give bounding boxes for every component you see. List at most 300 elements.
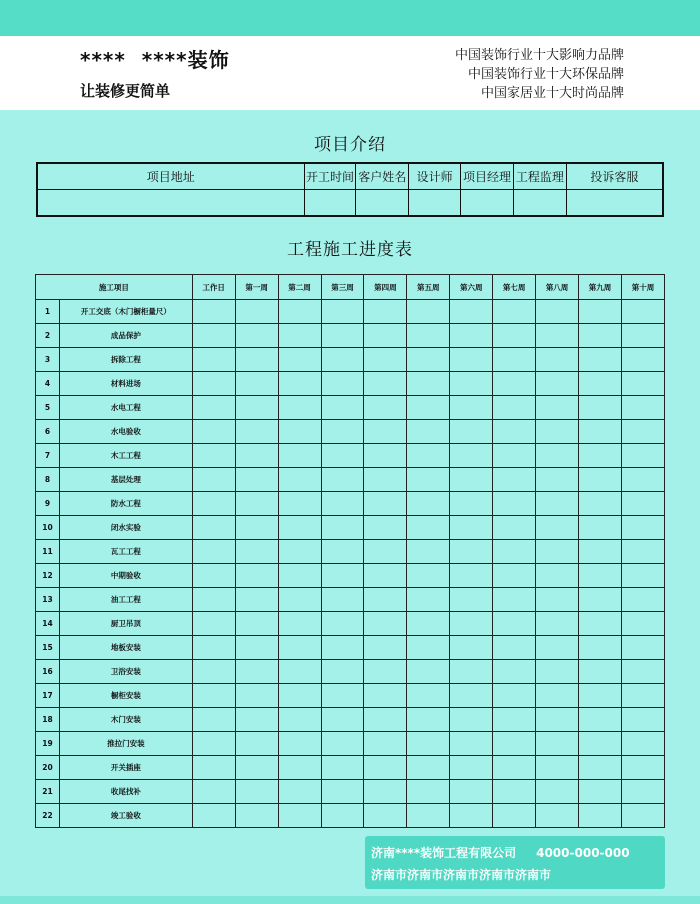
schedule-cell[interactable] [321,492,364,516]
schedule-cell[interactable] [364,492,407,516]
schedule-cell[interactable] [235,516,278,540]
schedule-cell[interactable] [364,372,407,396]
row-number: 1 [36,300,60,324]
schedule-cell[interactable] [321,612,364,636]
schedule-cell[interactable] [493,564,536,588]
schedule-cell[interactable] [450,396,493,420]
schedule-cell[interactable] [621,372,664,396]
schedule-cell[interactable] [621,612,664,636]
schedule-cell[interactable] [278,612,321,636]
schedule-cell[interactable] [407,516,450,540]
schedule-cell[interactable] [493,420,536,444]
schedule-cell[interactable] [407,660,450,684]
schedule-cell[interactable] [235,300,278,324]
progress-header-col: 第二周 [278,275,321,300]
schedule-cell[interactable] [536,684,579,708]
schedule-cell[interactable] [621,468,664,492]
row-number: 10 [36,516,60,540]
schedule-cell[interactable] [450,612,493,636]
schedule-cell[interactable] [493,780,536,804]
schedule-cell[interactable] [321,516,364,540]
schedule-cell[interactable] [407,444,450,468]
schedule-cell[interactable] [364,468,407,492]
schedule-cell[interactable] [579,300,622,324]
schedule-cell[interactable] [321,300,364,324]
schedule-cell[interactable] [493,636,536,660]
schedule-cell[interactable] [536,516,579,540]
schedule-cell[interactable] [579,660,622,684]
schedule-cell[interactable] [536,804,579,828]
schedule-cell[interactable] [192,612,235,636]
row-number: 5 [36,396,60,420]
schedule-cell[interactable] [536,660,579,684]
intro-cell[interactable] [513,189,566,216]
schedule-cell[interactable] [450,444,493,468]
schedule-cell[interactable] [450,588,493,612]
bottom-strip [0,896,700,904]
schedule-cell[interactable] [450,708,493,732]
row-number: 14 [36,612,60,636]
row-task-name: 厨卫吊顶 [59,612,192,636]
schedule-cell[interactable] [278,780,321,804]
schedule-cell[interactable] [278,468,321,492]
schedule-cell[interactable] [364,348,407,372]
schedule-cell[interactable] [278,540,321,564]
schedule-cell[interactable] [278,756,321,780]
schedule-cell[interactable] [321,636,364,660]
schedule-cell[interactable] [621,324,664,348]
table-row [36,372,665,396]
schedule-cell[interactable] [364,324,407,348]
schedule-cell[interactable] [493,516,536,540]
schedule-cell[interactable] [579,732,622,756]
schedule-cell[interactable] [407,348,450,372]
schedule-cell[interactable] [364,804,407,828]
schedule-cell[interactable] [321,660,364,684]
schedule-cell[interactable] [278,588,321,612]
schedule-cell[interactable] [407,588,450,612]
row-task-name: 木门安装 [59,708,192,732]
footer-contact-box [365,836,665,889]
schedule-cell[interactable] [192,588,235,612]
schedule-cell[interactable] [278,492,321,516]
row-task-name: 开关插座 [59,756,192,780]
row-number: 20 [36,756,60,780]
schedule-cell[interactable] [407,372,450,396]
row-number: 17 [36,684,60,708]
schedule-cell[interactable] [407,540,450,564]
schedule-cell[interactable] [235,372,278,396]
progress-header-col: 第七周 [493,275,536,300]
schedule-cell[interactable] [278,420,321,444]
intro-cell[interactable] [409,189,461,216]
schedule-cell[interactable] [278,396,321,420]
schedule-cell[interactable] [407,780,450,804]
schedule-cell[interactable] [192,396,235,420]
schedule-cell[interactable] [278,444,321,468]
schedule-cell[interactable] [450,492,493,516]
schedule-cell[interactable] [192,492,235,516]
table-row [36,348,665,372]
row-number: 2 [36,324,60,348]
schedule-cell[interactable] [321,732,364,756]
schedule-cell[interactable] [192,348,235,372]
schedule-cell[interactable] [192,636,235,660]
schedule-cell[interactable] [621,420,664,444]
schedule-cell[interactable] [321,420,364,444]
schedule-cell[interactable] [278,660,321,684]
schedule-cell[interactable] [192,564,235,588]
schedule-cell[interactable] [278,684,321,708]
row-task-name: 橱柜安装 [59,684,192,708]
schedule-cell[interactable] [364,612,407,636]
schedule-cell[interactable] [278,324,321,348]
schedule-cell[interactable] [364,588,407,612]
schedule-cell[interactable] [450,372,493,396]
schedule-cell[interactable] [321,444,364,468]
intro-header-start-date: 开工时间 [304,163,356,189]
row-task-name: 瓦工工程 [59,540,192,564]
schedule-cell[interactable] [235,348,278,372]
schedule-cell[interactable] [278,708,321,732]
schedule-cell[interactable] [364,732,407,756]
schedule-cell[interactable] [450,732,493,756]
schedule-cell[interactable] [321,396,364,420]
schedule-cell[interactable] [407,636,450,660]
schedule-cell[interactable] [407,420,450,444]
schedule-cell[interactable] [321,348,364,372]
schedule-cell[interactable] [278,516,321,540]
row-number: 6 [36,420,60,444]
schedule-cell[interactable] [450,684,493,708]
schedule-cell[interactable] [536,540,579,564]
row-number: 8 [36,468,60,492]
progress-title: 工程施工进度表 [287,240,413,260]
schedule-cell[interactable] [192,324,235,348]
schedule-cell[interactable] [235,564,278,588]
schedule-cell[interactable] [579,588,622,612]
schedule-cell[interactable] [536,564,579,588]
schedule-cell[interactable] [450,516,493,540]
schedule-cell[interactable] [321,756,364,780]
schedule-cell[interactable] [192,468,235,492]
schedule-cell[interactable] [621,708,664,732]
schedule-cell[interactable] [235,492,278,516]
schedule-cell[interactable] [407,492,450,516]
schedule-cell[interactable] [536,780,579,804]
schedule-cell[interactable] [536,468,579,492]
schedule-cell[interactable] [192,708,235,732]
row-number: 3 [36,348,60,372]
row-number: 4 [36,372,60,396]
schedule-cell[interactable] [621,756,664,780]
row-number: 9 [36,492,60,516]
schedule-cell[interactable] [192,804,235,828]
schedule-cell[interactable] [579,396,622,420]
schedule-cell[interactable] [407,756,450,780]
schedule-cell[interactable] [278,636,321,660]
schedule-cell[interactable] [192,516,235,540]
schedule-cell[interactable] [621,780,664,804]
schedule-cell[interactable] [536,612,579,636]
row-task-name: 油工工程 [59,588,192,612]
schedule-cell[interactable] [407,612,450,636]
schedule-cell[interactable] [321,588,364,612]
schedule-cell[interactable] [536,348,579,372]
schedule-cell[interactable] [235,324,278,348]
schedule-cell[interactable] [493,588,536,612]
row-task-name: 推拉门安装 [59,732,192,756]
schedule-cell[interactable] [621,396,664,420]
schedule-cell[interactable] [192,420,235,444]
schedule-cell[interactable] [450,300,493,324]
schedule-cell[interactable] [493,300,536,324]
schedule-cell[interactable] [192,540,235,564]
schedule-cell[interactable] [364,684,407,708]
schedule-cell[interactable] [621,588,664,612]
schedule-cell[interactable] [278,348,321,372]
schedule-cell[interactable] [621,636,664,660]
schedule-cell[interactable] [235,636,278,660]
schedule-cell[interactable] [493,324,536,348]
schedule-cell[interactable] [579,564,622,588]
schedule-cell[interactable] [450,636,493,660]
schedule-cell[interactable] [536,372,579,396]
schedule-cell[interactable] [235,804,278,828]
row-task-name: 中期验收 [59,564,192,588]
schedule-cell[interactable] [579,516,622,540]
schedule-cell[interactable] [579,804,622,828]
schedule-cell[interactable] [493,468,536,492]
slogan: 让装修更简单 [80,82,171,100]
schedule-cell[interactable] [235,684,278,708]
schedule-cell[interactable] [278,804,321,828]
schedule-cell[interactable] [536,732,579,756]
schedule-cell[interactable] [407,324,450,348]
schedule-cell[interactable] [493,540,536,564]
schedule-cell[interactable] [364,300,407,324]
schedule-cell[interactable] [450,420,493,444]
schedule-cell[interactable] [621,732,664,756]
schedule-cell[interactable] [192,780,235,804]
table-row [36,324,665,348]
schedule-cell[interactable] [407,396,450,420]
schedule-cell[interactable] [579,492,622,516]
schedule-cell[interactable] [579,540,622,564]
schedule-cell[interactable] [536,444,579,468]
schedule-cell[interactable] [579,756,622,780]
schedule-cell[interactable] [321,324,364,348]
row-task-name: 开工交底（木门橱柜量尺） [59,300,192,324]
schedule-cell[interactable] [493,492,536,516]
schedule-cell[interactable] [235,660,278,684]
company-name: 济南****装饰工程有限公司 [371,846,517,860]
schedule-cell[interactable] [536,636,579,660]
schedule-cell[interactable] [235,780,278,804]
schedule-cell[interactable] [364,708,407,732]
schedule-cell[interactable] [321,684,364,708]
schedule-cell[interactable] [364,756,407,780]
schedule-cell[interactable] [450,468,493,492]
row-task-name: 水电验收 [59,420,192,444]
schedule-cell[interactable] [407,684,450,708]
schedule-cell[interactable] [364,660,407,684]
intro-cell[interactable] [356,189,409,216]
schedule-cell[interactable] [536,324,579,348]
row-task-name: 木工工程 [59,444,192,468]
schedule-cell[interactable] [235,732,278,756]
schedule-cell[interactable] [450,324,493,348]
schedule-cell[interactable] [278,564,321,588]
schedule-cell[interactable] [364,636,407,660]
intro-cell[interactable] [566,189,663,216]
schedule-cell[interactable] [278,372,321,396]
schedule-cell[interactable] [364,540,407,564]
schedule-cell[interactable] [364,780,407,804]
schedule-cell[interactable] [364,516,407,540]
schedule-cell[interactable] [192,300,235,324]
schedule-cell[interactable] [579,780,622,804]
schedule-cell[interactable] [407,708,450,732]
schedule-cell[interactable] [407,564,450,588]
row-task-name: 防水工程 [59,492,192,516]
schedule-cell[interactable] [321,708,364,732]
schedule-cell[interactable] [364,564,407,588]
schedule-cell[interactable] [235,444,278,468]
schedule-cell[interactable] [364,396,407,420]
schedule-cell[interactable] [450,564,493,588]
schedule-cell[interactable] [364,420,407,444]
schedule-cell[interactable] [450,756,493,780]
schedule-cell[interactable] [579,468,622,492]
schedule-cell[interactable] [235,756,278,780]
schedule-cell[interactable] [321,540,364,564]
schedule-cell[interactable] [579,420,622,444]
award-line: 中国装饰行业十大影响力品牌 [454,48,624,63]
progress-header-col: 第四周 [364,275,407,300]
schedule-cell[interactable] [235,612,278,636]
schedule-cell[interactable] [579,684,622,708]
schedule-cell[interactable] [579,372,622,396]
schedule-cell[interactable] [364,444,407,468]
schedule-cell[interactable] [321,468,364,492]
schedule-cell[interactable] [450,804,493,828]
schedule-cell[interactable] [192,756,235,780]
table-row [36,492,665,516]
schedule-cell[interactable] [407,468,450,492]
schedule-cell[interactable] [192,372,235,396]
schedule-cell[interactable] [536,492,579,516]
schedule-cell[interactable] [493,444,536,468]
schedule-cell[interactable] [450,780,493,804]
schedule-cell[interactable] [321,780,364,804]
intro-header-client: 客户姓名 [356,163,409,189]
schedule-cell[interactable] [621,444,664,468]
schedule-cell[interactable] [493,708,536,732]
table-row [36,564,665,588]
schedule-cell[interactable] [235,588,278,612]
schedule-cell[interactable] [321,804,364,828]
schedule-cell[interactable] [493,396,536,420]
schedule-cell[interactable] [579,708,622,732]
schedule-cell[interactable] [278,732,321,756]
table-row [36,588,665,612]
schedule-cell[interactable] [321,372,364,396]
row-number: 21 [36,780,60,804]
intro-cell[interactable] [37,189,304,216]
table-row [36,636,665,660]
schedule-cell[interactable] [536,396,579,420]
intro-cell[interactable] [304,189,356,216]
schedule-cell[interactable] [536,708,579,732]
schedule-cell[interactable] [621,660,664,684]
schedule-cell[interactable] [493,612,536,636]
schedule-cell[interactable] [621,516,664,540]
schedule-cell[interactable] [621,540,664,564]
schedule-cell[interactable] [235,468,278,492]
schedule-cell[interactable] [621,564,664,588]
schedule-cell[interactable] [407,732,450,756]
schedule-cell[interactable] [579,444,622,468]
schedule-cell[interactable] [536,588,579,612]
schedule-cell[interactable] [621,684,664,708]
schedule-cell[interactable] [192,444,235,468]
schedule-cell[interactable] [235,708,278,732]
progress-header-col: 第三周 [321,275,364,300]
schedule-cell[interactable] [235,540,278,564]
progress-table [35,274,665,828]
schedule-cell[interactable] [621,804,664,828]
schedule-cell[interactable] [450,348,493,372]
award-line: 中国家居业十大时尚品牌 [480,86,624,101]
schedule-cell[interactable] [621,492,664,516]
table-row [36,756,665,780]
row-number: 12 [36,564,60,588]
schedule-cell[interactable] [579,324,622,348]
schedule-cell[interactable] [536,300,579,324]
schedule-cell[interactable] [493,372,536,396]
schedule-cell[interactable] [493,660,536,684]
schedule-cell[interactable] [579,636,622,660]
schedule-cell[interactable] [321,564,364,588]
schedule-cell[interactable] [235,420,278,444]
schedule-cell[interactable] [192,684,235,708]
schedule-cell[interactable] [536,420,579,444]
schedule-cell[interactable] [450,660,493,684]
schedule-cell[interactable] [621,300,664,324]
row-task-name: 卫浴安装 [59,660,192,684]
schedule-cell[interactable] [493,348,536,372]
schedule-cell[interactable] [493,684,536,708]
schedule-cell[interactable] [192,660,235,684]
schedule-cell[interactable] [493,756,536,780]
schedule-cell[interactable] [450,540,493,564]
schedule-cell[interactable] [493,732,536,756]
intro-cell[interactable] [461,189,514,216]
schedule-cell[interactable] [407,300,450,324]
table-row [36,780,665,804]
schedule-cell[interactable] [579,348,622,372]
table-row [36,804,665,828]
schedule-cell[interactable] [235,396,278,420]
schedule-cell[interactable] [192,732,235,756]
schedule-cell[interactable] [536,756,579,780]
schedule-cell[interactable] [407,804,450,828]
schedule-cell[interactable] [621,348,664,372]
schedule-cell[interactable] [579,612,622,636]
schedule-cell[interactable] [493,804,536,828]
schedule-cell[interactable] [278,300,321,324]
